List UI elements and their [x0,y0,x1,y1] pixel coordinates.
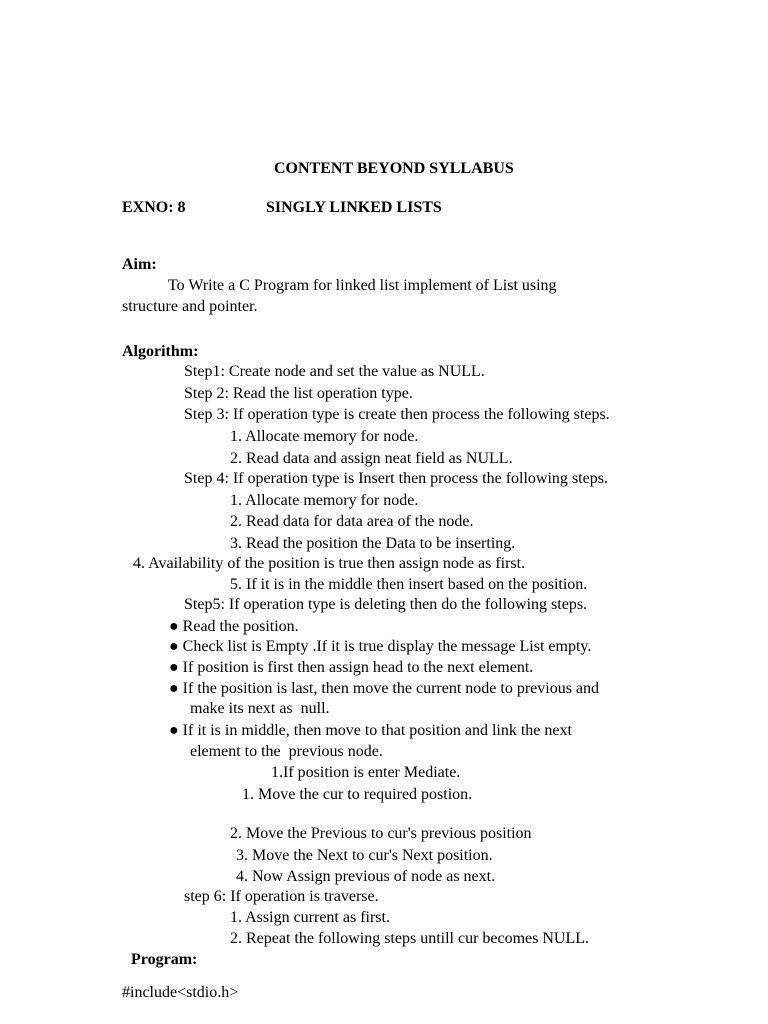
algorithm-bullet: ● If the position is last, then move the current node to previous and [169,680,600,697]
algorithm-line: 2. Read data and assign neat field as NULL. [230,450,513,467]
algorithm-line: element to the previous node. [190,743,383,760]
algorithm-line: 2. Read data for data area of the node. [230,513,474,530]
algorithm-line: make its next as null. [190,700,330,717]
algorithm-line: step 6: If operation is traverse. [184,888,379,905]
algorithm-bullet: ● If position is first then assign head to the next element. [169,659,534,676]
algorithm-bullet: ● Read the position. [169,618,299,635]
algorithm-line: 2. Repeat the following steps untill cur becomes NULL. [230,930,590,947]
program-heading: Program: [131,951,198,968]
algorithm-line: 1. Move the cur to required postion. [242,786,473,803]
aim-text-line: To Write a C Program for linked list implement of List using [168,277,557,294]
algorithm-line: Step 2: Read the list operation type. [184,385,413,402]
algorithm-line: 3. Move the Next to cur's Next position. [236,847,493,864]
algorithm-line: 1. Assign current as first. [230,909,390,926]
algorithm-bullet: ● Check list is Empty .If it is true display the message List empty. [169,638,592,655]
algorithm-line: Step1: Create node and set the value as NULL. [184,363,485,380]
algorithm-line: 3. Read the position the Data to be inserting. [230,535,516,552]
algorithm-bullet: ● If it is in middle, then move to that position and link the next [169,722,572,739]
algorithm-line: 1. Allocate memory for node. [230,428,419,445]
exercise-subject: SINGLY LINKED LISTS [266,199,442,216]
algorithm-line: 1. Allocate memory for node. [230,492,419,509]
algorithm-line: 4. Now Assign previous of node as next. [236,868,496,885]
algorithm-line: Step5: If operation type is deleting then do the following steps. [184,596,588,613]
algorithm-line: 4. Availability of the position is true then assign node as first. [133,555,526,572]
exercise-number: EXNO: 8 [122,199,186,216]
page-title: CONTENT BEYOND SYLLABUS [274,160,514,177]
algorithm-line: Step 3: If operation type is create then process the following steps. [184,406,610,423]
program-code-line: #include<stdio.h> [122,984,239,1001]
aim-heading: Aim: [122,256,157,273]
algorithm-line: 2. Move the Previous to cur's previous position [230,825,532,842]
algorithm-line: Step 4: If operation type is Insert then process the following steps. [184,470,608,487]
algorithm-heading: Algorithm: [122,343,199,360]
algorithm-line: 5. If it is in the middle then insert based on the position. [230,576,588,593]
aim-text-line: structure and pointer. [122,298,258,315]
algorithm-line: 1.If position is enter Mediate. [271,764,461,781]
